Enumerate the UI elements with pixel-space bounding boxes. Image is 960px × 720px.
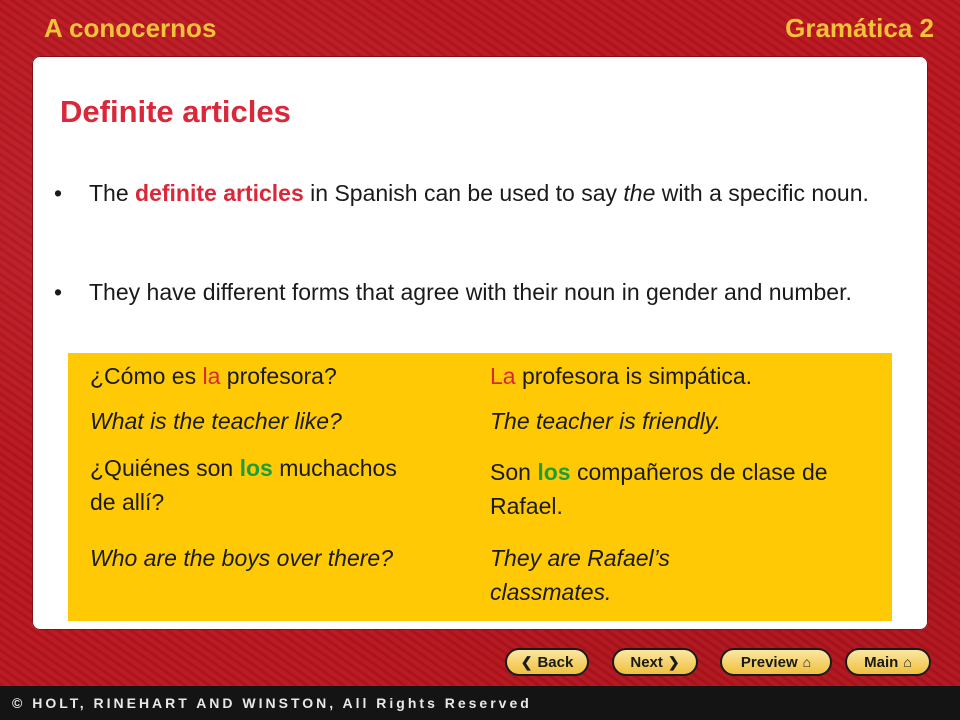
- home-icon: ⌂: [903, 654, 912, 670]
- example-question-2: ¿Quiénes son los muchachos de allí?: [90, 455, 397, 515]
- example-answer-1: La profesora is simpática.: [490, 363, 753, 389]
- bullet-2: [54, 275, 894, 309]
- arrow-left-icon: ❮: [520, 654, 533, 670]
- bullet-2-text: They have different forms that agree with their noun in gender and number.: [89, 279, 852, 305]
- arrow-right-icon: ❯: [667, 654, 680, 670]
- home-icon: ⌂: [802, 654, 812, 670]
- next-button-label: Next: [630, 653, 663, 671]
- bullet-1-text: The definite articles in Spanish can be used to say the with a specific noun.: [89, 180, 869, 206]
- copyright-footer: © HOLT, RINEHART AND WINSTON, All Rights Reserved: [0, 686, 960, 720]
- section-title: Gramática 2: [785, 13, 934, 43]
- main-button[interactable]: [845, 648, 931, 676]
- example-question-1: ¿Cómo es la profesora?: [90, 363, 337, 389]
- chapter-title: A conocernos: [44, 13, 217, 43]
- back-button-label: Back: [537, 653, 574, 671]
- highlight-term: definite articles: [135, 180, 304, 206]
- examples-box: [68, 353, 892, 621]
- preview-button[interactable]: [720, 648, 832, 676]
- example-question-2-en: Who are the boys over there?: [90, 545, 393, 571]
- example-question-1-en: What is the teacher like?: [90, 408, 342, 434]
- example-answer-2: Son los compañeros de clase de Rafael.: [490, 459, 828, 519]
- example-answer-1-en: The teacher is friendly.: [490, 408, 721, 434]
- main-button-label: Main: [864, 653, 899, 671]
- bullet-1: [54, 176, 894, 210]
- back-button[interactable]: [505, 648, 589, 676]
- example-answer-2-en: They are Rafael’s classmates.: [490, 545, 670, 605]
- slide-title: Definite articles: [60, 94, 291, 129]
- preview-button-label: Preview: [740, 653, 798, 671]
- next-button[interactable]: [612, 648, 698, 676]
- bullet-dot: •: [54, 279, 63, 305]
- slide-panel: [32, 56, 928, 630]
- bullet-dot: •: [54, 180, 63, 206]
